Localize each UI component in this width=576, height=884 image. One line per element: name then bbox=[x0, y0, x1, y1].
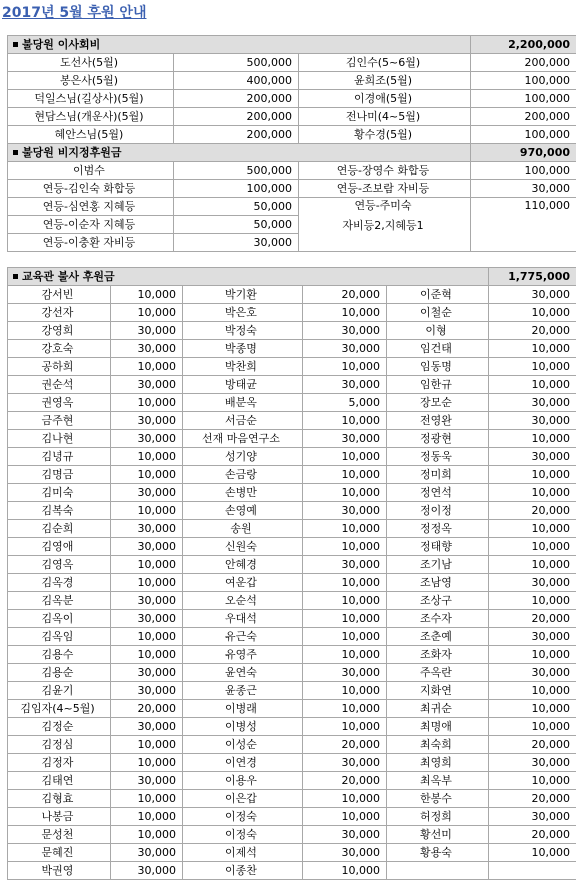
donor-name: 유근숙 bbox=[183, 628, 303, 646]
donation-amount: 10,000 bbox=[489, 466, 576, 484]
section-header bbox=[8, 36, 576, 54]
donor-name: 김형효 bbox=[8, 790, 111, 808]
donation-amount: 50,000 bbox=[174, 216, 299, 234]
donation-amount: 30,000 bbox=[174, 234, 299, 252]
donation-amount: 30,000 bbox=[111, 520, 183, 538]
donation-amount: 30,000 bbox=[111, 376, 183, 394]
donor-name: 나봉금 bbox=[8, 808, 111, 826]
donation-amount: 10,000 bbox=[303, 862, 387, 880]
donor-name: 황선미 bbox=[387, 826, 489, 844]
donation-amount: 30,000 bbox=[111, 862, 183, 880]
donor-name: 조수자 bbox=[387, 610, 489, 628]
donor-name: 강호숙 bbox=[8, 340, 111, 358]
donor-name: 김윤기 bbox=[8, 682, 111, 700]
donation-amount: 10,000 bbox=[111, 502, 183, 520]
table-row bbox=[8, 90, 576, 108]
donation-amount: 10,000 bbox=[111, 826, 183, 844]
donation-amount: 110,000 bbox=[471, 198, 576, 252]
donation-amount: 30,000 bbox=[489, 664, 576, 682]
donor-name: 문혜진 bbox=[8, 844, 111, 862]
donor-name bbox=[387, 862, 489, 880]
donation-amount: 500,000 bbox=[174, 54, 299, 72]
donation-amount: 30,000 bbox=[111, 664, 183, 682]
donor-name: 이종찬 bbox=[183, 862, 303, 880]
table-row bbox=[8, 682, 576, 700]
donor-name: 봉은사(5월) bbox=[8, 72, 174, 90]
donation-amount: 10,000 bbox=[111, 628, 183, 646]
donor-name: 김용수 bbox=[8, 646, 111, 664]
donation-amount: 100,000 bbox=[471, 90, 576, 108]
section-total: 2,200,000 bbox=[471, 36, 576, 54]
table-row bbox=[8, 286, 576, 304]
donation-amount: 400,000 bbox=[174, 72, 299, 90]
donor-name: 김녕규 bbox=[8, 448, 111, 466]
donor-name: 이정숙 bbox=[183, 826, 303, 844]
table-row bbox=[8, 502, 576, 520]
donor-name: 김나현 bbox=[8, 430, 111, 448]
donation-amount: 10,000 bbox=[303, 448, 387, 466]
donation-amount: 200,000 bbox=[174, 90, 299, 108]
donation-amount: 10,000 bbox=[489, 484, 576, 502]
table-row bbox=[8, 394, 576, 412]
table-row bbox=[8, 198, 576, 216]
donation-amount: 10,000 bbox=[303, 808, 387, 826]
donation-amount: 30,000 bbox=[489, 628, 576, 646]
donor-name: 손영예 bbox=[183, 502, 303, 520]
donation-amount: 10,000 bbox=[111, 754, 183, 772]
donor-name: 최영희 bbox=[387, 754, 489, 772]
donor-name: 강선자 bbox=[8, 304, 111, 322]
donor-name: 방태균 bbox=[183, 376, 303, 394]
donor-name: 정연석 bbox=[387, 484, 489, 502]
page-title: 2017년 5월 후원 안내 bbox=[2, 5, 147, 21]
donation-amount: 30,000 bbox=[489, 286, 576, 304]
table-row bbox=[8, 844, 576, 862]
donation-amount: 30,000 bbox=[111, 412, 183, 430]
section-header bbox=[8, 268, 576, 286]
table-row bbox=[8, 180, 576, 198]
donor-name: 김옥경 bbox=[8, 574, 111, 592]
donation-amount: 10,000 bbox=[303, 790, 387, 808]
donor-name: 조상구 bbox=[387, 592, 489, 610]
donor-name-line: 연등-주미숙 bbox=[354, 199, 412, 212]
section-title bbox=[8, 144, 471, 162]
donor-name: 이용우 bbox=[183, 772, 303, 790]
donation-amount: 20,000 bbox=[489, 790, 576, 808]
donation-amount: 30,000 bbox=[303, 322, 387, 340]
donation-amount: 10,000 bbox=[489, 358, 576, 376]
donation-amount: 30,000 bbox=[111, 772, 183, 790]
donation-amount: 30,000 bbox=[303, 754, 387, 772]
donation-amount: 10,000 bbox=[303, 700, 387, 718]
donor-name: 임한규 bbox=[387, 376, 489, 394]
donor-name: 최귀순 bbox=[387, 700, 489, 718]
donor-name: 강영희 bbox=[8, 322, 111, 340]
donation-amount: 10,000 bbox=[303, 484, 387, 502]
donation-amount: 200,000 bbox=[471, 54, 576, 72]
donation-amount: 10,000 bbox=[303, 592, 387, 610]
donor-name: 송원 bbox=[183, 520, 303, 538]
square-bullet-icon bbox=[13, 150, 18, 155]
table-row bbox=[8, 322, 576, 340]
donor-name: 박권영 bbox=[8, 862, 111, 880]
section-title bbox=[8, 268, 489, 286]
donor-name-merged bbox=[299, 198, 471, 252]
donation-amount: 50,000 bbox=[174, 198, 299, 216]
table-row bbox=[8, 574, 576, 592]
table-row bbox=[8, 718, 576, 736]
donation-amount: 10,000 bbox=[303, 538, 387, 556]
donation-amount: 10,000 bbox=[489, 844, 576, 862]
section-label: 교육관 불사 후원금 bbox=[22, 270, 115, 283]
table-row bbox=[8, 340, 576, 358]
donor-name: 조화자 bbox=[387, 646, 489, 664]
donor-name: 우대석 bbox=[183, 610, 303, 628]
donor-name: 안혜경 bbox=[183, 556, 303, 574]
donor-name: 김순희 bbox=[8, 520, 111, 538]
donation-amount: 10,000 bbox=[489, 592, 576, 610]
table-row bbox=[8, 304, 576, 322]
donor-name: 신원숙 bbox=[183, 538, 303, 556]
donation-amount: 10,000 bbox=[303, 718, 387, 736]
table-row bbox=[8, 376, 576, 394]
donor-name: 김정심 bbox=[8, 736, 111, 754]
donor-name: 배분옥 bbox=[183, 394, 303, 412]
donation-amount: 30,000 bbox=[489, 394, 576, 412]
table-row bbox=[8, 126, 576, 144]
donor-name: 황용숙 bbox=[387, 844, 489, 862]
donor-name: 윤희조(5월) bbox=[299, 72, 471, 90]
donation-amount: 10,000 bbox=[489, 556, 576, 574]
donor-name: 김복숙 bbox=[8, 502, 111, 520]
donor-name: 김영옥 bbox=[8, 556, 111, 574]
donation-amount: 10,000 bbox=[489, 646, 576, 664]
donor-name: 허정희 bbox=[387, 808, 489, 826]
donation-amount: 200,000 bbox=[174, 108, 299, 126]
donation-amount: 10,000 bbox=[489, 520, 576, 538]
table-row bbox=[8, 754, 576, 772]
donor-name: 연등-이충환 자비등 bbox=[8, 234, 174, 252]
donor-name: 김임자(4~5월) bbox=[8, 700, 111, 718]
donor-name: 현담스님(개운사)(5월) bbox=[8, 108, 174, 126]
donor-name: 전영완 bbox=[387, 412, 489, 430]
donation-amount: 30,000 bbox=[303, 664, 387, 682]
table-row bbox=[8, 538, 576, 556]
table-row bbox=[8, 162, 576, 180]
donor-name: 손금랑 bbox=[183, 466, 303, 484]
donor-name: 김태연 bbox=[8, 772, 111, 790]
table-row bbox=[8, 808, 576, 826]
donor-name: 혜안스님(5월) bbox=[8, 126, 174, 144]
square-bullet-icon bbox=[13, 42, 18, 47]
donation-amount: 10,000 bbox=[303, 412, 387, 430]
donor-name: 연등-장영수 화합등 bbox=[299, 162, 471, 180]
donor-name: 금주현 bbox=[8, 412, 111, 430]
donor-name: 연등-김인숙 화합등 bbox=[8, 180, 174, 198]
donation-amount: 10,000 bbox=[489, 304, 576, 322]
donation-amount: 10,000 bbox=[489, 430, 576, 448]
donation-amount: 10,000 bbox=[111, 394, 183, 412]
table-row bbox=[8, 466, 576, 484]
table-row bbox=[8, 664, 576, 682]
donor-name: 조춘예 bbox=[387, 628, 489, 646]
donation-amount: 10,000 bbox=[489, 700, 576, 718]
donor-name: 최명애 bbox=[387, 718, 489, 736]
donation-amount: 10,000 bbox=[489, 538, 576, 556]
donor-name: 최옥부 bbox=[387, 772, 489, 790]
donation-amount: 10,000 bbox=[111, 304, 183, 322]
donation-amount: 30,000 bbox=[111, 430, 183, 448]
donation-amount: 30,000 bbox=[111, 538, 183, 556]
donor-name: 정정옥 bbox=[387, 520, 489, 538]
donor-name: 이범수 bbox=[8, 162, 174, 180]
donor-name: 정태향 bbox=[387, 538, 489, 556]
donation-amount: 10,000 bbox=[489, 682, 576, 700]
donation-amount: 10,000 bbox=[489, 772, 576, 790]
donation-amount: 30,000 bbox=[303, 376, 387, 394]
donor-name-line: 자비등2,지혜등1 bbox=[342, 219, 424, 232]
donor-name: 손병만 bbox=[183, 484, 303, 502]
donation-amount: 10,000 bbox=[111, 574, 183, 592]
donor-name: 김옥이 bbox=[8, 610, 111, 628]
donor-name: 유영주 bbox=[183, 646, 303, 664]
donation-amount: 10,000 bbox=[489, 340, 576, 358]
donation-table-board bbox=[7, 35, 576, 252]
donor-name: 김용순 bbox=[8, 664, 111, 682]
donor-name: 김옥분 bbox=[8, 592, 111, 610]
table-row bbox=[8, 610, 576, 628]
donor-name: 최숙희 bbox=[387, 736, 489, 754]
donor-name: 여운갑 bbox=[183, 574, 303, 592]
donation-amount: 10,000 bbox=[303, 466, 387, 484]
table-row bbox=[8, 826, 576, 844]
donor-name: 박기환 bbox=[183, 286, 303, 304]
table-row bbox=[8, 736, 576, 754]
donor-name: 이은갑 bbox=[183, 790, 303, 808]
donor-name: 감서빈 bbox=[8, 286, 111, 304]
donation-amount: 10,000 bbox=[303, 358, 387, 376]
donor-name: 김인수(5~6월) bbox=[299, 54, 471, 72]
donor-name: 황수경(5월) bbox=[299, 126, 471, 144]
donor-name: 지화연 bbox=[387, 682, 489, 700]
donation-amount: 500,000 bbox=[174, 162, 299, 180]
donation-amount: 30,000 bbox=[489, 448, 576, 466]
donor-name: 성기양 bbox=[183, 448, 303, 466]
donor-name: 김정순 bbox=[8, 718, 111, 736]
table-row bbox=[8, 108, 576, 126]
donation-amount bbox=[489, 862, 576, 880]
donation-amount: 20,000 bbox=[489, 502, 576, 520]
donation-amount: 10,000 bbox=[489, 718, 576, 736]
donor-name: 김미숙 bbox=[8, 484, 111, 502]
table-row bbox=[8, 54, 576, 72]
donor-name: 정동욱 bbox=[387, 448, 489, 466]
donor-name: 박찬희 bbox=[183, 358, 303, 376]
section-label: 불당원 비지정후원금 bbox=[22, 146, 122, 159]
donation-amount: 20,000 bbox=[489, 610, 576, 628]
donation-amount: 30,000 bbox=[111, 340, 183, 358]
donation-amount: 20,000 bbox=[111, 700, 183, 718]
donation-amount: 5,000 bbox=[303, 394, 387, 412]
donation-table-education bbox=[7, 267, 576, 880]
section-total: 970,000 bbox=[471, 144, 576, 162]
donation-amount: 10,000 bbox=[111, 448, 183, 466]
donation-amount: 10,000 bbox=[303, 610, 387, 628]
table-row bbox=[8, 484, 576, 502]
donation-amount: 100,000 bbox=[174, 180, 299, 198]
donor-name: 박정숙 bbox=[183, 322, 303, 340]
donor-name: 박은호 bbox=[183, 304, 303, 322]
section-header bbox=[8, 144, 576, 162]
donation-amount: 10,000 bbox=[111, 790, 183, 808]
donation-amount: 30,000 bbox=[111, 844, 183, 862]
donation-amount: 10,000 bbox=[111, 556, 183, 574]
table-row bbox=[8, 430, 576, 448]
donation-amount: 30,000 bbox=[303, 502, 387, 520]
donor-name: 이철순 bbox=[387, 304, 489, 322]
donor-name: 공하희 bbox=[8, 358, 111, 376]
donor-name: 이준혁 bbox=[387, 286, 489, 304]
donor-name: 도선사(5월) bbox=[8, 54, 174, 72]
donation-amount: 20,000 bbox=[489, 736, 576, 754]
donor-name: 전나미(4~5월) bbox=[299, 108, 471, 126]
donor-name: 윤연숙 bbox=[183, 664, 303, 682]
donor-name: 연등-심연홍 지혜등 bbox=[8, 198, 174, 216]
donation-amount: 10,000 bbox=[303, 682, 387, 700]
donor-name: 정광현 bbox=[387, 430, 489, 448]
donor-name: 이병성 bbox=[183, 718, 303, 736]
donation-amount: 100,000 bbox=[471, 72, 576, 90]
donor-name: 권순석 bbox=[8, 376, 111, 394]
donation-amount: 10,000 bbox=[111, 466, 183, 484]
donor-name: 김정자 bbox=[8, 754, 111, 772]
donor-name: 임건태 bbox=[387, 340, 489, 358]
donor-name: 김명금 bbox=[8, 466, 111, 484]
donation-amount: 10,000 bbox=[111, 646, 183, 664]
table-row bbox=[8, 556, 576, 574]
donation-amount: 30,000 bbox=[489, 754, 576, 772]
donation-amount: 100,000 bbox=[471, 126, 576, 144]
donation-amount: 30,000 bbox=[111, 322, 183, 340]
donor-name: 정미희 bbox=[387, 466, 489, 484]
donor-name: 장모순 bbox=[387, 394, 489, 412]
donation-amount: 30,000 bbox=[111, 718, 183, 736]
table-row bbox=[8, 358, 576, 376]
donation-amount: 10,000 bbox=[303, 628, 387, 646]
donation-amount: 20,000 bbox=[303, 772, 387, 790]
section-label: 불당원 이사회비 bbox=[22, 38, 101, 51]
donor-name: 연등-이순자 지혜등 bbox=[8, 216, 174, 234]
donation-amount: 10,000 bbox=[111, 736, 183, 754]
donation-amount: 30,000 bbox=[111, 610, 183, 628]
donor-name: 임동명 bbox=[387, 358, 489, 376]
donor-name: 이형 bbox=[387, 322, 489, 340]
donor-name: 이병래 bbox=[183, 700, 303, 718]
donor-name: 이경애(5월) bbox=[299, 90, 471, 108]
donor-name: 연등-조보람 자비등 bbox=[299, 180, 471, 198]
donation-amount: 10,000 bbox=[489, 376, 576, 394]
donation-amount: 30,000 bbox=[303, 556, 387, 574]
donation-amount: 30,000 bbox=[303, 340, 387, 358]
donation-amount: 30,000 bbox=[489, 412, 576, 430]
donation-amount: 20,000 bbox=[303, 286, 387, 304]
donation-amount: 10,000 bbox=[303, 646, 387, 664]
donation-amount: 200,000 bbox=[471, 108, 576, 126]
donor-name: 이정숙 bbox=[183, 808, 303, 826]
donation-amount: 20,000 bbox=[489, 322, 576, 340]
donation-amount: 200,000 bbox=[174, 126, 299, 144]
donation-amount: 10,000 bbox=[111, 808, 183, 826]
donor-name: 서금순 bbox=[183, 412, 303, 430]
table-row bbox=[8, 628, 576, 646]
table-row bbox=[8, 592, 576, 610]
donation-amount: 30,000 bbox=[489, 574, 576, 592]
donation-amount: 30,000 bbox=[111, 484, 183, 502]
donation-amount: 10,000 bbox=[303, 574, 387, 592]
donor-name: 조남영 bbox=[387, 574, 489, 592]
table-row bbox=[8, 646, 576, 664]
table-row bbox=[8, 412, 576, 430]
donor-name: 박종명 bbox=[183, 340, 303, 358]
donor-name: 이제석 bbox=[183, 844, 303, 862]
donation-amount: 30,000 bbox=[489, 808, 576, 826]
donation-amount: 30,000 bbox=[303, 430, 387, 448]
donor-name: 윤종근 bbox=[183, 682, 303, 700]
donation-amount: 30,000 bbox=[303, 844, 387, 862]
section-title bbox=[8, 36, 471, 54]
table-row bbox=[8, 520, 576, 538]
donor-name: 문성천 bbox=[8, 826, 111, 844]
table-row bbox=[8, 790, 576, 808]
donor-name: 주옥란 bbox=[387, 664, 489, 682]
donor-name: 이성순 bbox=[183, 736, 303, 754]
donation-amount: 100,000 bbox=[471, 162, 576, 180]
donor-name: 덕일스님(길상사)(5월) bbox=[8, 90, 174, 108]
donation-amount: 10,000 bbox=[111, 358, 183, 376]
donor-name: 김옥임 bbox=[8, 628, 111, 646]
donor-name: 한봉수 bbox=[387, 790, 489, 808]
donation-amount: 20,000 bbox=[489, 826, 576, 844]
donor-name: 조기남 bbox=[387, 556, 489, 574]
donor-name: 김영애 bbox=[8, 538, 111, 556]
donation-amount: 30,000 bbox=[111, 682, 183, 700]
donor-name: 오순석 bbox=[183, 592, 303, 610]
donor-name: 이연경 bbox=[183, 754, 303, 772]
section-total: 1,775,000 bbox=[489, 268, 576, 286]
donor-name: 선재 마음연구소 bbox=[183, 430, 303, 448]
donation-amount: 10,000 bbox=[303, 304, 387, 322]
table-row bbox=[8, 862, 576, 880]
donation-amount: 10,000 bbox=[303, 520, 387, 538]
table-row bbox=[8, 448, 576, 466]
donor-name: 정이정 bbox=[387, 502, 489, 520]
donation-amount: 10,000 bbox=[111, 286, 183, 304]
square-bullet-icon bbox=[13, 274, 18, 279]
donation-amount: 30,000 bbox=[471, 180, 576, 198]
table-row bbox=[8, 772, 576, 790]
donation-amount: 30,000 bbox=[303, 826, 387, 844]
donor-name: 권영옥 bbox=[8, 394, 111, 412]
donation-amount: 20,000 bbox=[303, 736, 387, 754]
table-row bbox=[8, 700, 576, 718]
table-row bbox=[8, 72, 576, 90]
donation-amount: 30,000 bbox=[111, 592, 183, 610]
